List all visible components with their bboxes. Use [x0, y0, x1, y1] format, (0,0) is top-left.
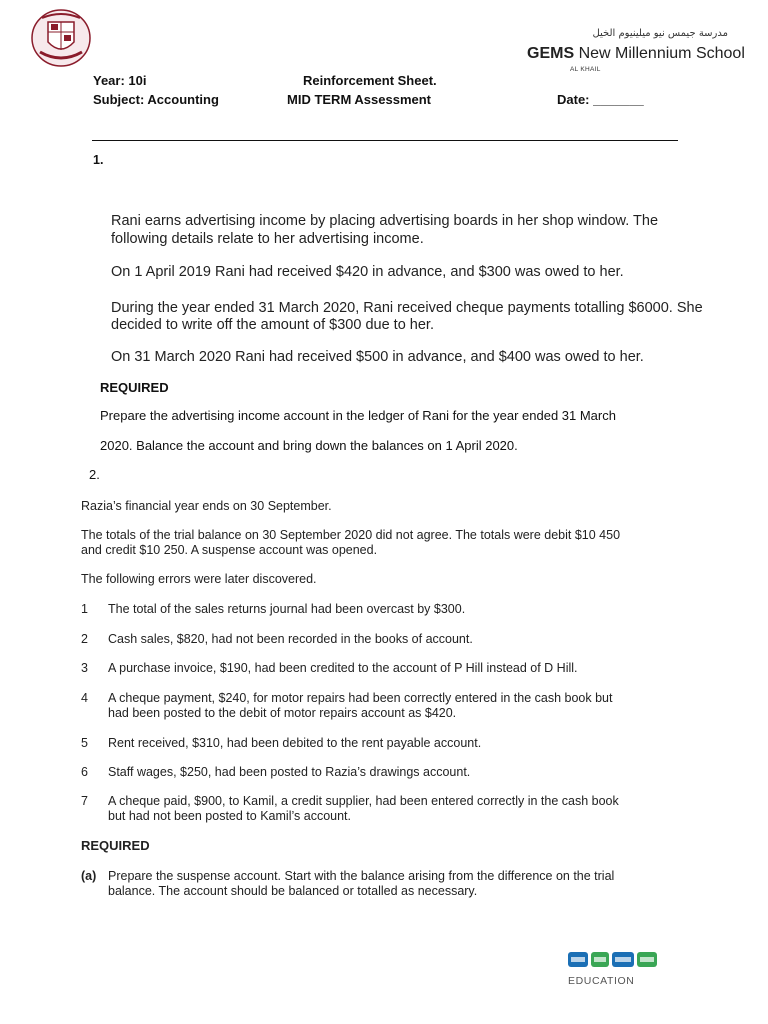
- header-divider: [92, 140, 678, 141]
- q1-para2: On 1 April 2019 Rani had received $420 in advance, and $300 was owed to her.: [111, 264, 624, 280]
- school-location: AL KHAIL: [570, 66, 601, 73]
- q2-required-label: REQUIRED: [81, 838, 150, 853]
- error-number: 2: [81, 632, 88, 646]
- error-text: A purchase invoice, $190, had been credited to the account of P Hill instead of D Hill.: [108, 661, 578, 675]
- assessment-title: MID TERM Assessment: [287, 92, 431, 107]
- sheet-title: Reinforcement Sheet.: [303, 73, 437, 88]
- q1-para1-line2: following details relate to her advertising income.: [111, 231, 424, 247]
- q2-errors-intro: The following errors were later discovered.: [81, 572, 317, 586]
- error-text: Rent received, $310, had been debited to the rent payable account.: [108, 736, 482, 750]
- error-number: 3: [81, 661, 88, 675]
- gems-logo-mark-icon: [566, 950, 662, 970]
- school-name-text: New Millennium School: [578, 45, 745, 62]
- q1-required-line2: 2020. Balance the account and bring down the balances on 1 April 2020.: [100, 438, 518, 453]
- school-crest-logo: [30, 8, 92, 68]
- q1-required-line1: Prepare the advertising income account in the ledger of Rani for the year ended 31 March: [100, 408, 616, 423]
- q1-para1-line1: Rani earns advertising income by placing advertising boards in her shop window. The: [111, 213, 659, 229]
- q2-totals-line2: and credit $10 250. A suspense account was opened.: [81, 543, 378, 557]
- error-text-cont: had been posted to the debit of motor repairs account as $420.: [108, 706, 457, 720]
- q1-para4: On 31 March 2020 Rani had received $500 in advance, and $400 was owed to her.: [111, 349, 644, 365]
- question-1-number: 1.: [93, 153, 104, 167]
- q2-part-a-label: (a): [81, 869, 97, 883]
- q2-part-a-line1: Prepare the suspense account. Start with the balance arising from the difference on the trial: [108, 869, 615, 883]
- school-name: [527, 45, 745, 63]
- error-number: 1: [81, 602, 88, 616]
- q1-para3-line1: During the year ended 31 March 2020, Rani received cheque payments totalling $6000. She: [111, 300, 703, 316]
- error-text: The total of the sales returns journal had been overcast by $300.: [108, 602, 466, 616]
- error-number: 6: [81, 765, 88, 779]
- school-name-arabic: مدرسة جيمس نيو ميلينيوم الخيل: [592, 28, 728, 39]
- date-field: Date: _______: [557, 92, 644, 107]
- year-label: Year: 10i: [93, 73, 147, 88]
- q2-totals-line1: The totals of the trial balance on 30 September 2020 did not agree. The totals were debit $10 450: [81, 528, 621, 542]
- error-text: A cheque payment, $240, for motor repairs had been correctly entered in the cash book but: [108, 691, 613, 705]
- error-number: 4: [81, 691, 88, 705]
- q2-part-a-line2: balance. The account should be balanced or totalled as necessary.: [108, 884, 478, 898]
- question-2-number: 2.: [89, 467, 100, 482]
- error-text: Cash sales, $820, had not been recorded in the books of account.: [108, 632, 473, 646]
- error-text-cont: but had not been posted to Kamil’s account.: [108, 809, 351, 823]
- error-text: A cheque paid, $900, to Kamil, a credit supplier, had been entered correctly in the cash book: [108, 794, 619, 808]
- q2-intro: Razia’s financial year ends on 30 September.: [81, 499, 332, 513]
- school-brand: GEMS: [527, 45, 575, 62]
- error-text: Staff wages, $250, had been posted to Razia’s drawings account.: [108, 765, 471, 779]
- q1-para3-line2: decided to write off the amount of $300 due to her.: [111, 317, 434, 333]
- subject-label: Subject: Accounting: [93, 92, 219, 107]
- q1-required-label: REQUIRED: [100, 380, 169, 395]
- error-number: 5: [81, 736, 88, 750]
- error-number: 7: [81, 794, 88, 808]
- gems-education-logo: [566, 950, 662, 987]
- gems-education-text: EDUCATION: [568, 975, 635, 987]
